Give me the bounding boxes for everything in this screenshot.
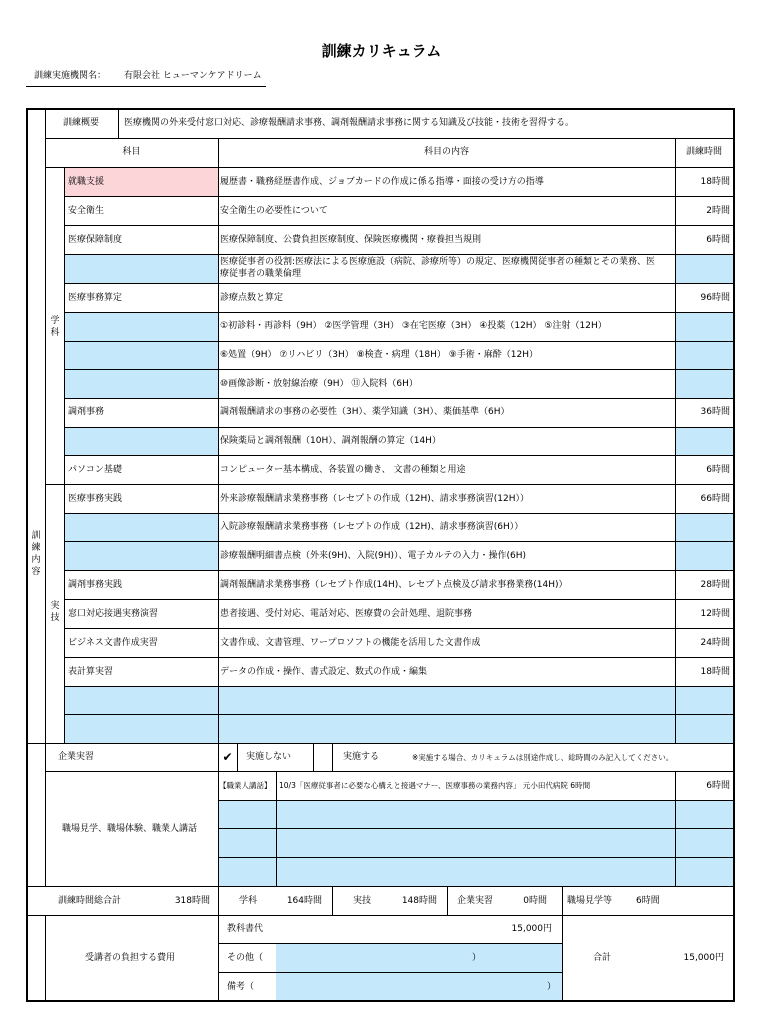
- side-label-academic: 学科: [50, 316, 60, 338]
- outline-label: 訓練概要: [63, 118, 100, 128]
- visit-tag: 【職業人講話】: [219, 781, 272, 790]
- row-content: 履歴書・職務経歴書作成、ジョブカードの作成に係る指導・面接の受け方の指導: [220, 177, 544, 187]
- row-subject: 表計算実習: [68, 667, 114, 677]
- row-hours: 28時間: [700, 580, 730, 590]
- row-subject: 調剤事務実践: [68, 580, 123, 590]
- total-visit-label: 職場見学等: [567, 896, 613, 906]
- sum-value: 15,000円: [683, 953, 724, 963]
- total-practical-label: 実技: [353, 896, 372, 906]
- textbook-value: 15,000円: [511, 924, 552, 934]
- row-hours: 24時間: [700, 638, 730, 648]
- row-content: 外来診療報酬請求業務事務（レセプトの作成（12H)、請求事務演習(12H））: [220, 494, 529, 504]
- row-content: コンピューター基本構成、各装置の働き、 文書の種類と用途: [220, 465, 466, 475]
- row-hours: 6時間: [706, 465, 730, 475]
- row-content: 文書作成、文書管理、ワープロソフトの機能を活用した文書作成: [220, 638, 481, 648]
- visit-hours: 6時間: [706, 781, 730, 791]
- textbook-label: 教科書代: [227, 924, 264, 934]
- total-label: 訓練時間総合計: [58, 896, 122, 906]
- institution-name: 有限会社 ヒューマンケアドリーム: [124, 71, 262, 81]
- row-content: ⑩画像診断・放射線治療（9H） ⑪入院料（6H）: [220, 379, 418, 389]
- row-content: 診療報酬明細書点検（外来(9H)、入院(9H)）、電子カルテの入力・操作(6H): [220, 551, 527, 561]
- row-content: 安全衛生の必要性について: [220, 206, 328, 216]
- internship-checkbox[interactable]: ✔: [222, 750, 233, 764]
- row-content: 調剤報酬請求業務事務（レセプト作成(14H)、レセプト点検及び請求事務業務(14H)）: [220, 580, 568, 590]
- internship-no-option[interactable]: 実施しない: [246, 752, 292, 762]
- other-close: ）: [472, 953, 482, 963]
- visit-text: 10/3「医療従事者に必要な心構えと接遇マナー、医療事務の業務内容」 元小田代病院 6時間: [279, 781, 591, 790]
- institution-underline: [26, 86, 266, 87]
- row-hours: 96時間: [700, 293, 730, 303]
- row-hours: 18時間: [700, 177, 730, 187]
- total-academic-label: 学科: [239, 896, 258, 906]
- note-close: ）: [547, 982, 557, 992]
- row-hours: 18時間: [700, 667, 730, 677]
- side-label-content: 訓練内容: [31, 531, 41, 577]
- internship-label: 企業実習: [58, 752, 95, 762]
- visit-label: 職場見学、職場体験、職業人講話: [62, 824, 198, 834]
- row-content: 医療保障制度、公費負担医療制度、保険医療機関・療養担当規則: [220, 235, 482, 245]
- row-subject: パソコン基礎: [68, 465, 122, 475]
- row-subject: ビジネス文書作成実習: [68, 638, 158, 648]
- header-hours: 訓練時間: [685, 147, 722, 157]
- row-content: 保険薬局と調剤報酬（10H）、調剤報酬の算定（14H）: [220, 436, 441, 446]
- row-subject: 調剤事務: [68, 407, 105, 417]
- row-subject: 医療保障制度: [68, 235, 123, 245]
- row-content: 調剤報酬請求の事務の必要性（3H）、薬学知識（3H）、薬価基準（6H）: [220, 407, 510, 417]
- other-label: その他（: [227, 953, 264, 963]
- row-content: ①初診料・再診料（9H） ②医学管理（3H） ③在宅医療（3H） ④投薬（12H） ⑤注射（12H）: [220, 321, 607, 331]
- total-academic-value: 164時間: [286, 896, 322, 906]
- total-intern-label: 企業実習: [457, 896, 494, 906]
- row-content: 医療従事者の役割:医療法による医療施設（病院、診療所等）の規定、医療機関従事者の種類とその業務、医: [220, 257, 656, 267]
- total-practical-value: 148時間: [401, 896, 437, 906]
- row-hours: 12時間: [700, 609, 730, 619]
- total-value: 318時間: [174, 896, 210, 906]
- row-subject: 医療事務算定: [68, 293, 123, 303]
- row-hours: 36時間: [700, 407, 730, 417]
- page-title: 訓練カリキュラム: [321, 42, 442, 60]
- row-content: ⑥処置（9H） ⑦リハビリ（3H） ⑧検査・病理（18H） ⑨手術・麻酔（12H）: [220, 350, 539, 360]
- cost-label: 受講者の負担する費用: [85, 953, 176, 963]
- internship-yes-option[interactable]: 実施する: [343, 752, 380, 762]
- row-content: 診療点数と算定: [220, 293, 284, 303]
- row-hours: 66時間: [700, 494, 730, 504]
- row-content: 入院診療報酬請求業務事務（レセプトの作成（12H)、請求事務演習(6H））: [220, 522, 524, 532]
- internship-note: ※実施する場合、カリキュラムは別途作成し、総時間のみ記入してください。: [412, 753, 674, 762]
- institution-label: 訓練実施機関名：: [34, 71, 107, 81]
- sum-label: 合計: [593, 953, 612, 963]
- header-content: 科目の内容: [423, 147, 469, 157]
- total-visit-value: 6時間: [636, 896, 660, 906]
- row-subject: 医療事務実践: [68, 494, 123, 504]
- row-content: データの作成・操作、書式設定、数式の作成・編集: [220, 667, 428, 677]
- row-content-line2: 療従事者の職業倫理: [220, 269, 302, 279]
- side-label-practical: 実技: [50, 601, 60, 623]
- outline-text: 医療機関の外来受付窓口対応、診療報酬請求事務、調剤報酬請求事務に関する知識及び技能・技術を習得する。: [124, 118, 575, 128]
- note-label: 備考（: [227, 982, 255, 992]
- header-subject: 科目: [122, 147, 141, 157]
- row-subject: 窓口対応接遇実務演習: [68, 609, 159, 619]
- row-subject: 安全衛生: [68, 206, 105, 216]
- total-intern-value: 0時間: [523, 896, 547, 906]
- row-content: 患者接遇、受付対応、電話対応、医療費の会計処理、退院事務: [220, 609, 473, 619]
- row-hours: 6時間: [706, 235, 730, 245]
- row-hours: 2時間: [706, 206, 730, 216]
- row-subject: 就職支援: [68, 177, 105, 187]
